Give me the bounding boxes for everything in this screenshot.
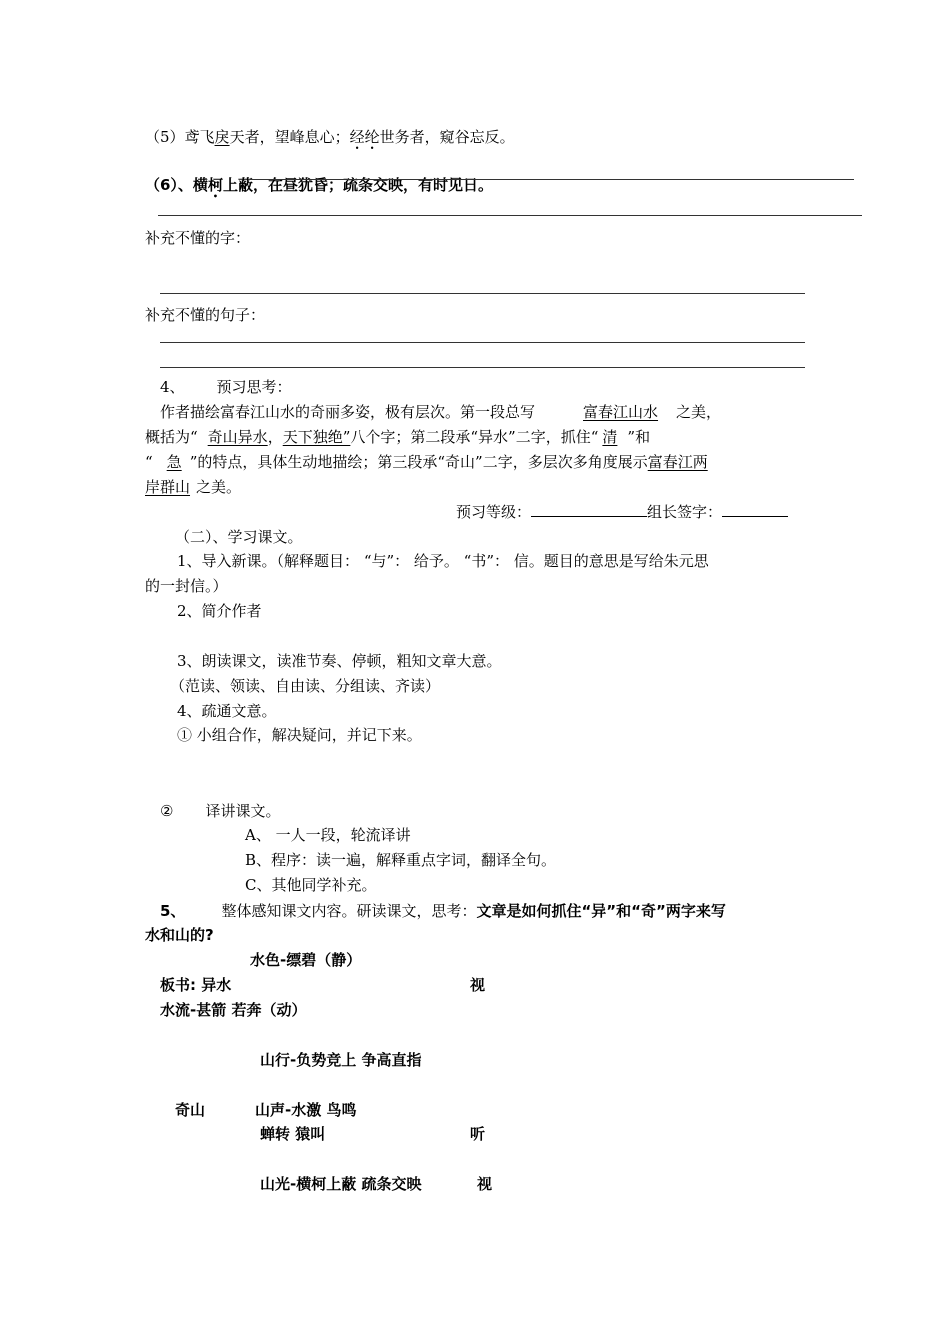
para-4: [145, 477, 241, 497]
q5-cont: 水和山的?: [145, 926, 214, 944]
step-1-cont: 的一封信。）: [145, 577, 228, 595]
board-mountain-light: 山光-横柯上蔽 疏条交映: [260, 1175, 422, 1193]
text: 八个字；第二段承“异水”二字，抓住“: [350, 428, 599, 446]
answer-blank: 清: [602, 428, 618, 446]
text: ，: [267, 428, 283, 446]
step-4-2-b: B、程序：读一遍，解释重点字词，翻译全句。: [245, 851, 557, 869]
answer-rule: [160, 293, 805, 294]
number: 4、: [160, 378, 185, 396]
dotted-char: 柯: [207, 176, 223, 194]
answer-blank: 急: [166, 453, 182, 471]
q4-heading: [160, 377, 292, 397]
board-mountain-shape: 山行-负势竞上 争高直指: [260, 1051, 422, 1069]
step-3-methods: （范读、领读、自由读、分组读、齐读）: [170, 677, 441, 695]
step-4-2-a: A、 一人一段，轮流译讲: [245, 826, 411, 844]
strike-rule: [250, 179, 854, 180]
board-sense-see: 视: [470, 976, 486, 994]
text: “: [145, 453, 153, 471]
leader-field[interactable]: [722, 502, 788, 517]
answer-rule: [160, 342, 805, 343]
step-4-2-c: C、其他同学补充。: [245, 876, 377, 894]
text: （6）、横: [145, 176, 208, 194]
bold-text: 文章是如何抓住“异”和“奇”两字来写: [476, 902, 726, 920]
step-4-1: ① 小组合作，解决疑问，并记下来。: [177, 726, 422, 744]
number: 5、: [160, 902, 186, 920]
section-2-title: （二）、学习课文。: [175, 528, 303, 546]
step-1: 1、导入新课。（解释题目： “与”： 给予。 “书”： 信。题目的意思是写给朱元思: [177, 552, 709, 570]
step-4-2: [160, 801, 280, 821]
underlined-char: 戾: [214, 128, 230, 146]
board-mountain-sound-2: 蝉转 猿叫: [260, 1125, 326, 1143]
supplement-char-label: 补充不懂的字：: [145, 229, 251, 247]
answer-blank: 奇山异水: [207, 428, 268, 446]
answer-blank: 岸群山: [145, 478, 191, 496]
board-mountain-sound: 山声-水激 鸟鸣: [255, 1101, 357, 1119]
board-strange-mountain: 奇山: [175, 1101, 206, 1119]
para-1: [160, 402, 721, 422]
board-label: 板书: 异水: [160, 976, 232, 994]
dotted-char: 经: [349, 128, 365, 146]
number: ②: [160, 802, 174, 820]
text: 上蔽，在昼犹昏；疏条交映，有时见日。: [222, 176, 493, 194]
grade-row: [456, 502, 788, 522]
answer-blank: 富春江山水: [583, 403, 659, 421]
text: 之美。: [196, 478, 242, 496]
para-2: [145, 427, 650, 447]
grade-field[interactable]: [531, 502, 647, 517]
answer-rule: [160, 367, 805, 368]
line-5: [145, 127, 515, 147]
step-3: 3、朗读课文，读准节奏、停顿，粗知文章大意。: [177, 652, 502, 670]
text: 作者描绘富春江山水的奇丽多姿，极有层次。第一段总写: [160, 403, 536, 421]
answer-blank: 富春江两: [647, 453, 708, 471]
q5-line: [160, 901, 726, 921]
text: 之美，: [676, 403, 722, 421]
supplement-sentence-label: 补充不懂的句子：: [145, 306, 266, 324]
leader-label: 组长签字：: [647, 503, 723, 521]
text: ”和: [627, 428, 651, 446]
text: 天者，望峰息心；: [229, 128, 350, 146]
answer-rule: [158, 215, 862, 216]
board-water-color: 水色-缥碧（静）: [250, 951, 362, 969]
step-4: 4、疏通文意。: [177, 702, 277, 720]
board-sense-hear: 听: [470, 1125, 486, 1143]
text: 整体感知课文内容。研读课文，思考：: [221, 902, 477, 920]
text: 预习思考：: [216, 378, 292, 396]
step-2: 2、简介作者: [177, 602, 262, 620]
text: 概括为“: [145, 428, 198, 446]
text: （5）鸢飞: [145, 128, 215, 146]
grade-label: 预习等级：: [456, 503, 532, 521]
dotted-char: 纶: [364, 128, 380, 146]
text: 世务者，窥谷忘反。: [379, 128, 515, 146]
board-water-flow: 水流-甚箭 若奔（动）: [160, 1001, 307, 1019]
answer-blank: 天下独绝”: [282, 428, 351, 446]
line-6: [145, 175, 493, 195]
board-sense-see-2: 视: [477, 1175, 493, 1193]
text: 译讲课文。: [205, 802, 281, 820]
text: ”的特点，具体生动地描绘；第三段承“奇山”二字，多层次多角度展示: [189, 453, 648, 471]
para-3: [145, 452, 708, 472]
